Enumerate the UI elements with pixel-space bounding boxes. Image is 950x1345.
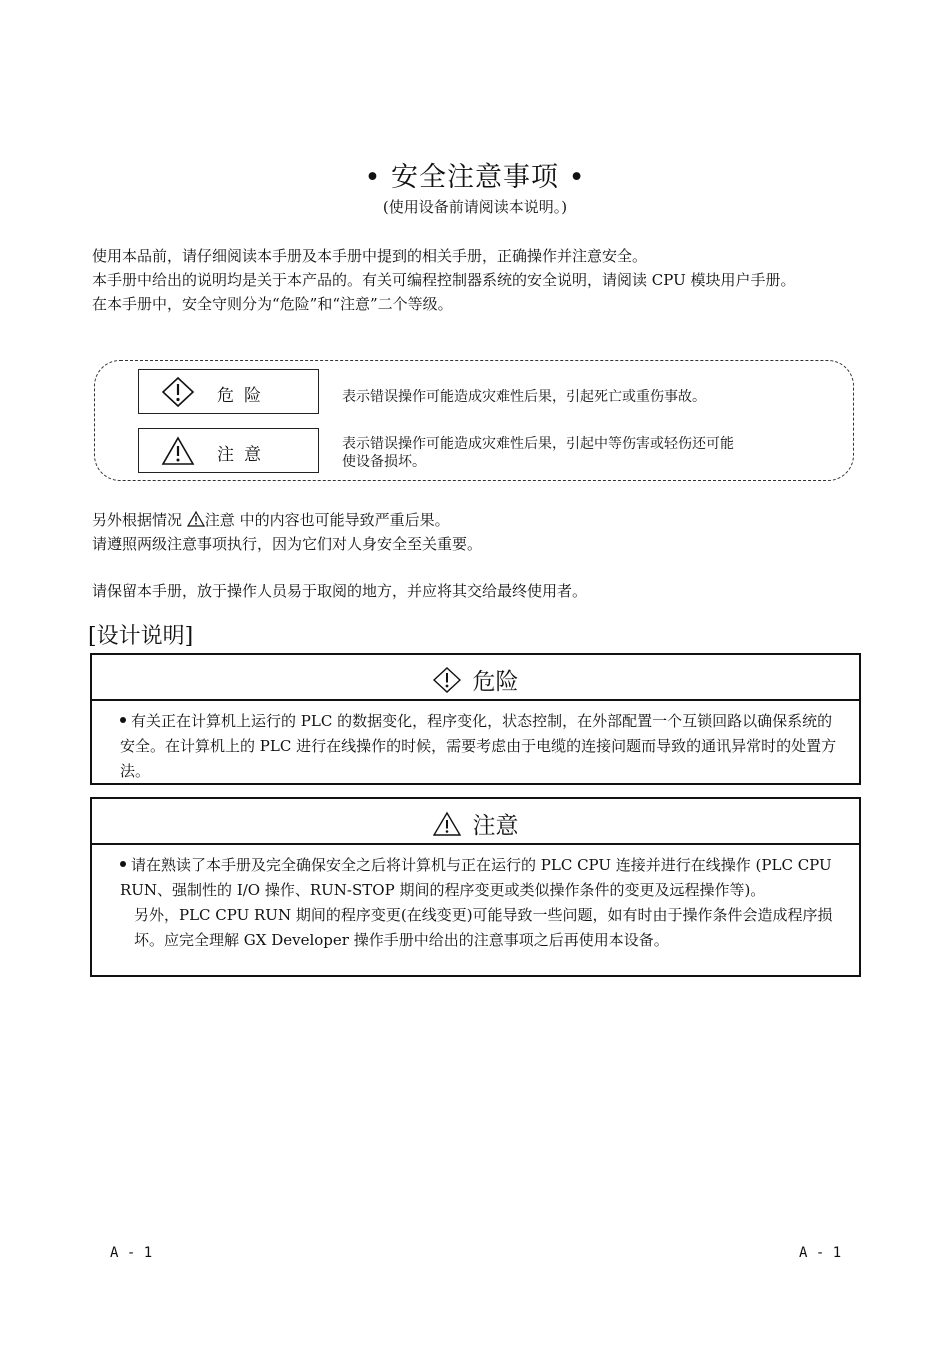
bullet-icon: [120, 717, 126, 723]
page-subtitle: (使用设备前请阅读本说明。): [382, 198, 568, 216]
danger-block-header: [92, 655, 859, 701]
caution-triangle-icon: [161, 435, 195, 467]
severity-note-line: 请遵照两级注意事项执行，因为它们对人身安全至关重要。: [92, 535, 483, 553]
danger-diamond-icon: [161, 376, 195, 408]
safety-level-legend: [94, 360, 854, 481]
caution-block-header: [92, 799, 859, 845]
caution-block: [90, 797, 861, 977]
caution-desc-line: 表示错误操作可能造成灾难性后果，引起中等伤害或轻伤还可能: [342, 436, 734, 452]
severity-note-prefix: 另外根据情况: [92, 511, 187, 529]
intro-line: 使用本品前，请仔细阅读本手册及本手册中提到的相关手册，正确操作并注意安全。: [92, 247, 648, 265]
severity-note-suffix: 中的内容也可能导致严重后果。: [234, 511, 450, 529]
danger-block-heading: 危险: [472, 669, 519, 695]
danger-level-box: [138, 369, 319, 414]
caution-level-description: [342, 435, 812, 471]
footer-page-right: A - 1: [799, 1245, 842, 1261]
intro-text: [92, 244, 852, 316]
caution-block-heading: 注意: [472, 813, 519, 839]
danger-block: [90, 653, 861, 785]
caution-block-item-2: 另外，PLC CPU RUN 期间的程序变更(在线变更)可能导致一些问题，如有时由于操作条件会造成程序损坏。应完全理解 GX Developer 操作手册中给出的注意事项之后再使用本设备。: [134, 906, 833, 949]
keep-manual-note: 请保留本手册，放于操作人员易于取阅的地方，并应将其交给最终使用者。: [92, 582, 588, 600]
danger-block-text: 有关正在计算机上运行的 PLC 的数据变化，程序变化，状态控制，在外部配置一个互锁回路以确保系统的安全。在计算机上的 PLC 进行在线操作的时候，需要考虑由于电缆的连接问题而导致的通讯异常时的处置方法。: [120, 712, 837, 780]
danger-block-body: [92, 701, 859, 788]
danger-level-label: 危险: [217, 386, 271, 406]
severity-note-caution-word: 注意: [204, 511, 235, 529]
caution-block-text: 请在熟读了本手册及完全确保安全之后将计算机与正在运行的 PLC CPU 连接并进行在线操作 (PLC CPU RUN、强制性的 I/O 操作、RUN-STOP 期间的程序变更或类似操作条件的变更及远程操作等)。: [120, 856, 832, 899]
severity-note-line: [92, 508, 852, 532]
danger-level-description: 表示错误操作可能造成灾难性后果，引起死亡或重伤事故。: [342, 389, 706, 405]
caution-triangle-icon: [187, 511, 205, 527]
caution-triangle-icon: [433, 811, 461, 837]
bullet-icon: [120, 861, 126, 867]
caution-desc-line: 使设备损坏。: [342, 454, 426, 470]
page-title: • 安全注意事项 •: [364, 162, 586, 193]
intro-line: 在本手册中，安全守则分为“危险”和“注意”二个等级。: [92, 295, 453, 313]
footer-page-left: A - 1: [110, 1245, 153, 1261]
danger-block-item: [120, 709, 839, 784]
caution-block-body: [92, 845, 859, 957]
caution-level-box: [138, 428, 319, 473]
caution-block-item: [120, 853, 839, 903]
caution-level-label: 注意: [217, 445, 271, 465]
section-heading: [设计说明]: [88, 624, 194, 649]
danger-diamond-icon: [433, 667, 461, 693]
severity-note: [92, 508, 852, 556]
intro-line: 本手册中给出的说明均是关于本产品的。有关可编程控制器系统的安全说明，请阅读 CPU 模块用户手册。: [92, 271, 796, 289]
